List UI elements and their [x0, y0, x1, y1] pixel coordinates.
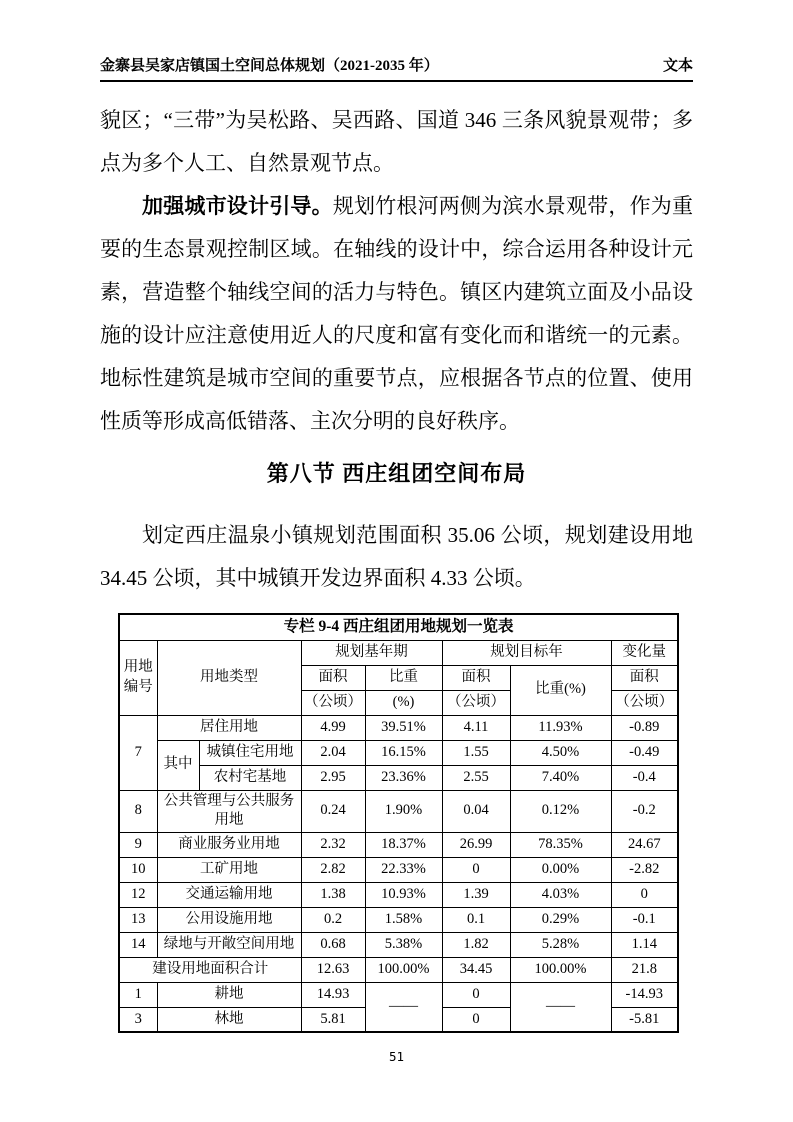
table-row-rural-homestead — [119, 765, 678, 790]
cell-base-ratio: 1.58% — [365, 907, 442, 932]
section-paragraph: 划定西庄温泉小镇规划范围面积 35.06 公顷，规划建设用地 34.45 公顷，其中城镇开发边界面积 4.33 公顷。 — [100, 523, 693, 590]
header-doc-type: 文本 — [662, 58, 693, 74]
table-row-commercial — [119, 832, 678, 857]
header-col-code: 用地编号 — [119, 640, 157, 715]
cell-base-area: 0.68 — [301, 932, 365, 957]
cell-target-area: 0.04 — [442, 790, 510, 832]
header-base-area-unit: （公顷） — [301, 690, 365, 715]
header-base-ratio: 比重 — [365, 665, 442, 690]
table-title: 专栏 9-4 西庄组团用地规划一览表 — [119, 614, 678, 640]
cell-base-area: 2.32 — [301, 832, 365, 857]
cell-change: 21.8 — [611, 957, 678, 982]
cell-type: 农村宅基地 — [199, 765, 301, 790]
cell-base-area: 2.95 — [301, 765, 365, 790]
cell-base-area: 2.04 — [301, 740, 365, 765]
cell-type: 公共管理与公共服务用地 — [157, 790, 301, 832]
cell-base-area: 2.82 — [301, 857, 365, 882]
paragraph-design-guidance — [100, 185, 693, 443]
cell-code: 10 — [119, 857, 157, 882]
section-heading: 第八节 西庄组团空间布局 — [266, 461, 527, 486]
cell-base-area: 5.81 — [301, 1007, 365, 1032]
cell-base-ratio: 23.36% — [365, 765, 442, 790]
paragraph-bold-lead: 加强城市设计引导。 — [142, 194, 333, 218]
cell-base-ratio: 18.37% — [365, 832, 442, 857]
cell-change: -0.2 — [611, 790, 678, 832]
cell-base-area: 0.24 — [301, 790, 365, 832]
page-number: 51 — [388, 1049, 405, 1064]
cell-code: 12 — [119, 882, 157, 907]
cell-target-area: 0 — [442, 1007, 510, 1032]
cell-target-ratio: 78.35% — [510, 832, 611, 857]
table-row-transportation — [119, 882, 678, 907]
cell-change: -5.81 — [611, 1007, 678, 1032]
cell-change: -2.82 — [611, 857, 678, 882]
running-header — [100, 54, 693, 82]
cell-base-ratio: 39.51% — [365, 715, 442, 740]
cell-base-area: 14.93 — [301, 982, 365, 1007]
header-change-area: 面积 — [611, 665, 678, 690]
cell-change: 24.67 — [611, 832, 678, 857]
cell-code: 1 — [119, 982, 157, 1007]
cell-type: 居住用地 — [157, 715, 301, 740]
cell-change: 1.14 — [611, 932, 678, 957]
cell-base-area: 0.2 — [301, 907, 365, 932]
cell-target-ratio: 0.29% — [510, 907, 611, 932]
table-header-row-1 — [119, 640, 678, 665]
cell-target-ratio: 100.00% — [510, 957, 611, 982]
table-row-construction-total — [119, 957, 678, 982]
cell-target-area: 4.11 — [442, 715, 510, 740]
cell-type: 绿地与开敞空间用地 — [157, 932, 301, 957]
cell-target-ratio: 0.12% — [510, 790, 611, 832]
cell-code: 3 — [119, 1007, 157, 1032]
header-base-ratio-unit: (%) — [365, 690, 442, 715]
cell-base-ratio: 1.90% — [365, 790, 442, 832]
cell-type: 林地 — [157, 1007, 301, 1032]
header-base-area: 面积 — [301, 665, 365, 690]
cell-base-ratio: 100.00% — [365, 957, 442, 982]
table-row-industrial-mining — [119, 857, 678, 882]
cell-base-ratio: 10.93% — [365, 882, 442, 907]
header-title: 金寨县吴家店镇国土空间总体规划（2021-2035 年） — [100, 58, 439, 74]
header-group-target-year: 规划目标年 — [442, 640, 611, 665]
cell-target-area: 34.45 — [442, 957, 510, 982]
header-group-base-year: 规划基年期 — [301, 640, 442, 665]
cell-target-ratio: 4.50% — [510, 740, 611, 765]
cell-code: 8 — [119, 790, 157, 832]
header-target-area-unit: （公顷） — [442, 690, 510, 715]
cell-target-ratio: 5.28% — [510, 932, 611, 957]
cell-change: -0.89 — [611, 715, 678, 740]
paragraph-body: 规划竹根河两侧为滨水景观带，作为重要的生态景观控制区域。在轴线的设计中，综合运用各种设计元素，营造整个轴线空间的活力与特色。镇区内建筑立面及小品设施的设计应注意使用近人的尺度和富有变化而和谐统一的元素。地标性建筑是城市空间的重要节点，应根据各节点的位置、使用性质等形成高低错落、主次分明的良好秩序。 — [100, 194, 694, 433]
cell-type: 交通运输用地 — [157, 882, 301, 907]
cell-target-area: 1.39 — [442, 882, 510, 907]
cell-change: -0.1 — [611, 907, 678, 932]
table-row-utilities — [119, 907, 678, 932]
table-row-cultivated-land — [119, 982, 678, 1007]
cell-code: 13 — [119, 907, 157, 932]
cell-base-ratio: 5.38% — [365, 932, 442, 957]
header-col-type: 用地类型 — [157, 640, 301, 715]
cell-target-area: 26.99 — [442, 832, 510, 857]
land-use-plan-table — [118, 613, 679, 1033]
header-target-ratio: 比重(%) — [510, 665, 611, 715]
cell-base-ratio: 16.15% — [365, 740, 442, 765]
header-group-change: 变化量 — [611, 640, 678, 665]
paragraph-continuation: 貌区；“三带”为吴松路、吴西路、国道 346 三条风貌景观带；多点为多个人工、自然景观节点。 — [100, 108, 693, 175]
table-row-urban-housing — [119, 740, 678, 765]
cell-type: 商业服务业用地 — [157, 832, 301, 857]
header-change-area-unit: （公顷） — [611, 690, 678, 715]
cell-change: -0.49 — [611, 740, 678, 765]
table-row-residential — [119, 715, 678, 740]
cell-target-ratio: 0.00% — [510, 857, 611, 882]
cell-type: 城镇住宅用地 — [199, 740, 301, 765]
cell-target-ratio: 11.93% — [510, 715, 611, 740]
cell-target-ratio: 7.40% — [510, 765, 611, 790]
cell-target-area: 0.1 — [442, 907, 510, 932]
cell-code: 9 — [119, 832, 157, 857]
cell-type: 工矿用地 — [157, 857, 301, 882]
cell-target-area: 2.55 — [442, 765, 510, 790]
cell-target-ratio: 4.03% — [510, 882, 611, 907]
page-content — [100, 0, 693, 1033]
header-target-area: 面积 — [442, 665, 510, 690]
cell-target-ratio-dash: —— — [510, 982, 611, 1032]
cell-base-area: 4.99 — [301, 715, 365, 740]
cell-base-area: 1.38 — [301, 882, 365, 907]
cell-total-label: 建设用地面积合计 — [119, 957, 301, 982]
cell-change: -0.4 — [611, 765, 678, 790]
cell-target-area: 0 — [442, 857, 510, 882]
table-title-row — [119, 614, 678, 640]
cell-change: -14.93 — [611, 982, 678, 1007]
table-row-public-admin — [119, 790, 678, 832]
table-row-green-space — [119, 932, 678, 957]
cell-base-ratio-dash: —— — [365, 982, 442, 1032]
cell-code: 7 — [119, 715, 157, 790]
cell-subgroup-label: 其中 — [157, 740, 199, 790]
cell-change: 0 — [611, 882, 678, 907]
cell-type: 耕地 — [157, 982, 301, 1007]
cell-target-area: 1.82 — [442, 932, 510, 957]
cell-code: 14 — [119, 932, 157, 957]
cell-type: 公用设施用地 — [157, 907, 301, 932]
cell-base-area: 12.63 — [301, 957, 365, 982]
cell-target-area: 1.55 — [442, 740, 510, 765]
cell-target-area: 0 — [442, 982, 510, 1007]
cell-base-ratio: 22.33% — [365, 857, 442, 882]
